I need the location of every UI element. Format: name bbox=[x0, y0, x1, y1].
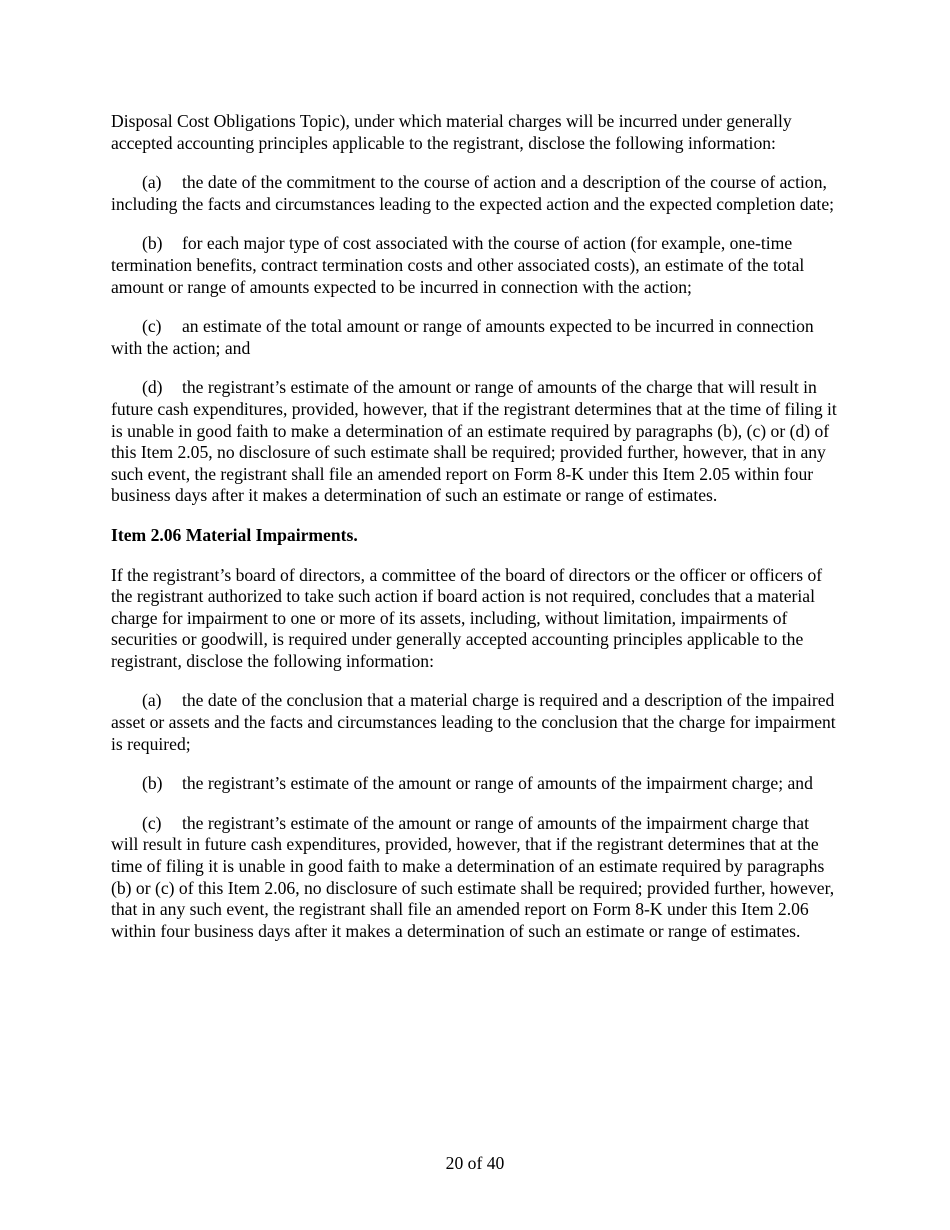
paragraph-text: the date of the commitment to the course of action and a description of the course of action, including the facts and circumstances leading to the expected action and the expected completion date; bbox=[111, 172, 835, 214]
document-page bbox=[111, 111, 839, 960]
item-205-paragraph-d bbox=[111, 377, 839, 507]
paragraph-text: the registrant’s estimate of the amount or range of amounts of the charge that will result in future cash expenditures, provided, however, that if the registrant determines that at the time of filing it is unable in good faith to make a determination of an estimate required by paragraphs (b), (c) or (d) of this Item 2.05, no disclosure of such estimate shall be required; provided further, however, that in any such event, the registrant shall file an amended report on Form 8-K under this Item 2.05 within four business days after it makes a determination of such an estimate or range of estimates. bbox=[111, 377, 837, 506]
paragraph-label: (b) bbox=[142, 773, 163, 794]
paragraph-label: (b) bbox=[142, 233, 163, 254]
item-205-paragraph-b bbox=[111, 233, 839, 298]
paragraph-label: (c) bbox=[142, 316, 162, 337]
paragraph-text: the registrant’s estimate of the amount or range of amounts of the impairment charge; and bbox=[182, 773, 813, 794]
paragraph-label: (a) bbox=[142, 690, 162, 711]
paragraph-text: the registrant’s estimate of the amount or range of amounts of the impairment charge that will result in future cash expenditures, provided, however, that if the registrant determines that at the time of filing it is unable in good faith to make a determination of an estimate required by paragraphs (b) or (c) of this Item 2.06, no disclosure of such estimate shall be required; provided further, however, that in any such event, the registrant shall file an amended report on Form 8-K under this Item 2.06 within four business days after it makes a determination of such an estimate or range of estimates. bbox=[111, 812, 835, 941]
item-206-intro-paragraph: If the registrant’s board of directors, a committee of the board of directors or the officer or officers of the registrant authorized to take such action if board action is not required, concludes that a material charge for impairment to one or more of its assets, including, without limitation, impairments of securities or goodwill, is required under generally accepted accounting principles applicable to the registrant, disclose the following information: bbox=[111, 564, 823, 671]
paragraph-text: for each major type of cost associated with the course of action (for example, one-time termination benefits, contract termination costs and other associated costs), an estimate of the total amount or range of amounts expected to be incurred in connection with the action; bbox=[111, 233, 805, 297]
item-205-paragraph-c bbox=[111, 316, 839, 359]
paragraph-label: (c) bbox=[142, 812, 162, 833]
item-206-paragraph-a bbox=[111, 690, 839, 755]
paragraph-text: the date of the conclusion that a material charge is required and a description of the impaired asset or assets and the facts and circumstances leading to the conclusion that the charge for impairment is required; bbox=[111, 690, 836, 754]
item-206-paragraph-c bbox=[111, 813, 839, 943]
page-number: 20 of 40 bbox=[445, 1153, 505, 1173]
item-206-heading: Item 2.06 Material Impairments. bbox=[111, 524, 358, 545]
paragraph-label: (a) bbox=[142, 172, 162, 193]
paragraph-text: an estimate of the total amount or range of amounts expected to be incurred in connection with the action; and bbox=[111, 316, 814, 358]
intro-paragraph: Disposal Cost Obligations Topic), under which material charges will be incurred under generally accepted accounting principles applicable to the registrant, disclose the following information: bbox=[111, 111, 792, 153]
item-206-paragraph-b bbox=[111, 773, 839, 795]
item-205-paragraph-a bbox=[111, 172, 839, 215]
paragraph-label: (d) bbox=[142, 377, 163, 398]
